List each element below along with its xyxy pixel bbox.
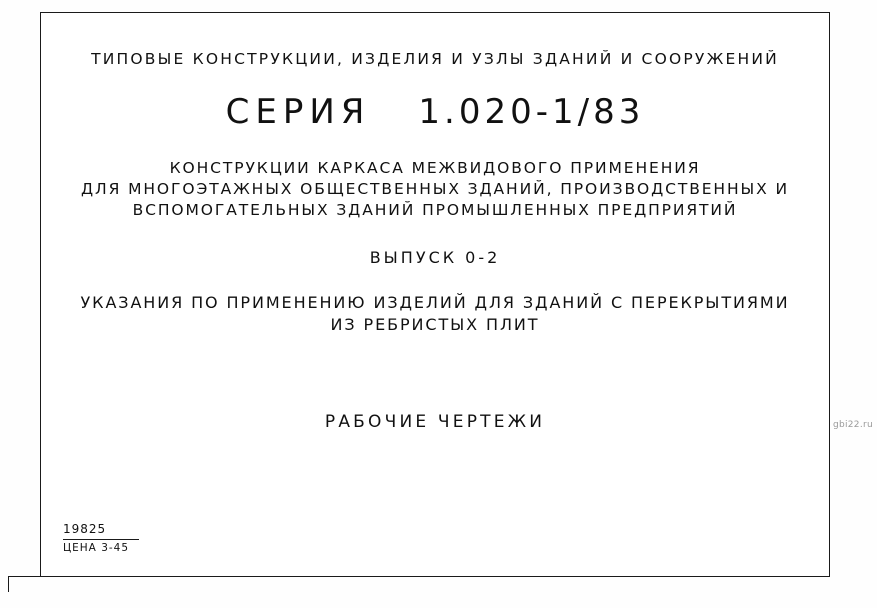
subtitle-line-3: ВСПОМОГАТЕЛЬНЫХ ЗДАНИЙ ПРОМЫШЛЕННЫХ ПРЕДПРИЯТИЙ [132, 200, 738, 219]
description-line-2: ИЗ РЕБРИСТЫХ ПЛИТ [330, 314, 540, 334]
price-stamp [63, 523, 139, 554]
series-label: СЕРИЯ [225, 91, 371, 132]
document-header: ТИПОВЫЕ КОНСТРУКЦИИ, ИЗДЕЛИЯ И УЗЛЫ ЗДАНИЙ И СООРУЖЕНИЙ [91, 50, 779, 68]
title-block-content [41, 13, 829, 576]
sheet-edge-mark-vertical [8, 576, 9, 592]
subtitle-line-1: КОНСТРУКЦИИ КАРКАСА МЕЖВИДОВОГО ПРИМЕНЕНИЯ [169, 158, 701, 177]
stamp-divider [63, 539, 139, 540]
subtitle-line-2: ДЛЯ МНОГОЭТАЖНЫХ ОБЩЕСТВЕННЫХ ЗДАНИЙ, ПРОИЗВОДСТВЕННЫХ И [81, 179, 789, 198]
subtitle-block [67, 158, 803, 221]
stamp-price: ЦЕНА 3-45 [63, 541, 130, 554]
drawing-sheet-frame [40, 12, 830, 577]
description-block [67, 292, 803, 335]
issue-number: ВЫПУСК 0-2 [369, 247, 501, 267]
watermark-text: gbi22.ru [832, 420, 873, 430]
working-drawings-label: РАБОЧИЕ ЧЕРТЕЖИ [324, 412, 546, 433]
stamp-code: 19825 [63, 522, 107, 537]
series-row [67, 92, 803, 132]
series-code: 1.020-1/83 [418, 91, 645, 132]
description-line-1: УКАЗАНИЯ ПО ПРИМЕНЕНИЮ ИЗДЕЛИЙ ДЛЯ ЗДАНИЙ С ПЕРЕКРЫТИЯМИ [80, 293, 790, 313]
